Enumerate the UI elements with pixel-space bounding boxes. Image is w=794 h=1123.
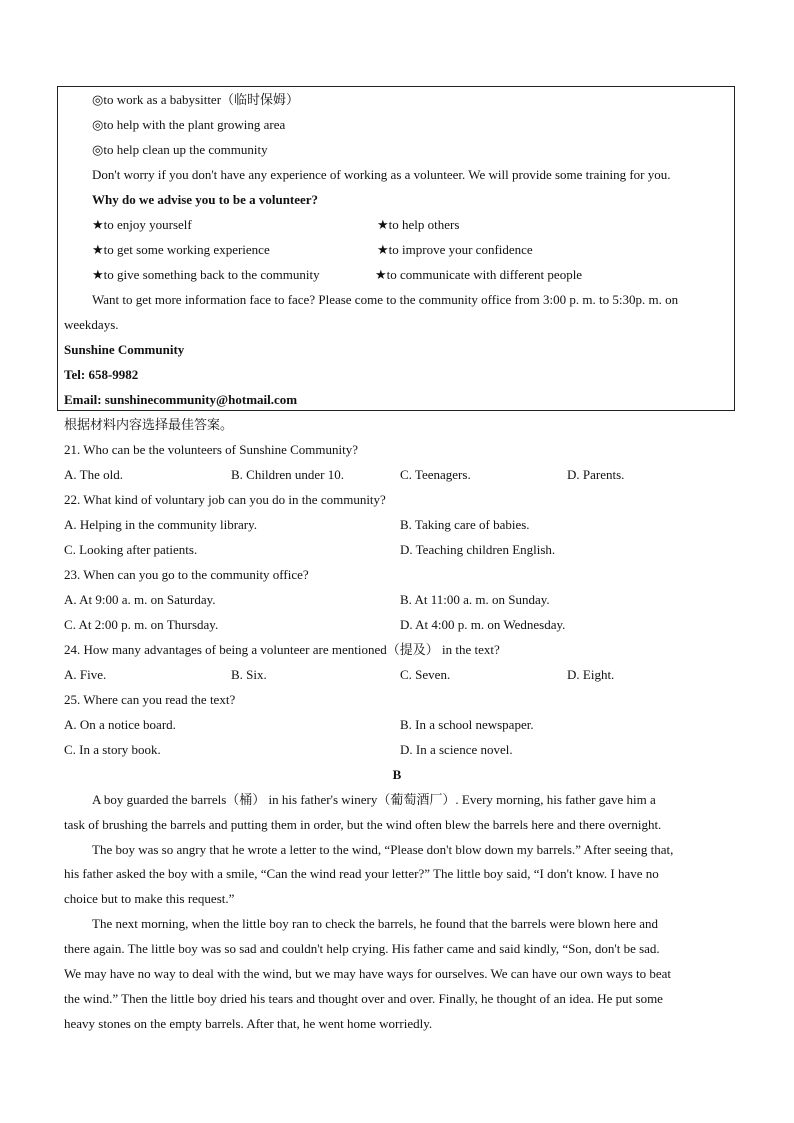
option: C. In a story book. bbox=[64, 742, 161, 757]
option: B. Six. bbox=[231, 667, 267, 682]
option: D. Parents. bbox=[567, 467, 625, 482]
option: D. Teaching children English. bbox=[400, 542, 556, 557]
job-item: ◎to work as a babysitter（临时保姆） bbox=[92, 92, 300, 107]
passage-line: The boy was so angry that he wrote a letter to the wind, “Please don't blow down my barrels.” After seeing that, bbox=[92, 842, 674, 857]
info-text-cont: weekdays. bbox=[64, 317, 119, 332]
passage-line: We may have no way to deal with the wind, but we may have ways for ourselves. We can have our own ways to beat bbox=[64, 966, 672, 981]
reason-item: ★to get some working experience bbox=[92, 242, 270, 257]
question-24: 24. How many advantages of being a volunteer are mentioned（提及） in the text? bbox=[64, 642, 500, 657]
reason-item: ★to communicate with different people bbox=[375, 267, 583, 282]
option: A. The old. bbox=[64, 467, 123, 482]
passage-line: choice but to make this request.” bbox=[64, 891, 235, 906]
question-25: 25. Where can you read the text? bbox=[64, 692, 236, 707]
passage-line: heavy stones on the empty barrels. After that, he went home worriedly. bbox=[64, 1016, 433, 1031]
telephone: Tel: 658-9982 bbox=[64, 367, 139, 382]
option: A. Five. bbox=[64, 667, 107, 682]
reason-item: ★to enjoy yourself bbox=[92, 217, 192, 232]
passage-line: his father asked the boy with a smile, “Can the wind read your letter?” The little boy said, “I don't know. I have no bbox=[64, 866, 659, 881]
question-21: 21. Who can be the volunteers of Sunshine Community? bbox=[64, 442, 359, 457]
option: D. In a science novel. bbox=[400, 742, 513, 757]
option: C. Looking after patients. bbox=[64, 542, 198, 557]
question-23: 23. When can you go to the community office? bbox=[64, 567, 309, 582]
option: D. At 4:00 p. m. on Wednesday. bbox=[400, 617, 566, 632]
passage-line: The next morning, when the little boy ran to check the barrels, he found that the barrels were blown here and bbox=[92, 916, 659, 931]
why-heading: Why do we advise you to be a volunteer? bbox=[92, 192, 319, 207]
option: C. Seven. bbox=[400, 667, 451, 682]
option: B. In a school newspaper. bbox=[400, 717, 534, 732]
option: B. Taking care of babies. bbox=[400, 517, 530, 532]
passage-line: task of brushing the barrels and putting them in order, but the wind often blew the barrels here and there overnight. bbox=[64, 817, 662, 832]
info-text: Want to get more information face to face? Please come to the community office from 3:00 p. m. to 5:30p. m. on bbox=[92, 292, 679, 307]
option: B. Children under 10. bbox=[231, 467, 345, 482]
email: Email: sunshinecommunity@hotmail.com bbox=[64, 392, 298, 407]
option: D. Eight. bbox=[567, 667, 615, 682]
passage-line: the wind.” Then the little boy dried his tears and thought over and over. Finally, he thought of an idea. He put some bbox=[64, 991, 663, 1006]
option: A. Helping in the community library. bbox=[64, 517, 258, 532]
option: C. At 2:00 p. m. on Thursday. bbox=[64, 617, 219, 632]
org-name: Sunshine Community bbox=[64, 342, 185, 357]
worry-text: Don't worry if you don't have any experience of working as a volunteer. We will provide some training for you. bbox=[92, 167, 671, 182]
question-22: 22. What kind of voluntary job can you do in the community? bbox=[64, 492, 386, 507]
instruction: 根据材料内容选择最佳答案。 bbox=[64, 417, 234, 432]
option: A. At 9:00 a. m. on Saturday. bbox=[64, 592, 216, 607]
option: C. Teenagers. bbox=[400, 467, 471, 482]
job-item: ◎to help with the plant growing area bbox=[92, 117, 286, 132]
passage-line: A boy guarded the barrels（桶） in his father's winery（葡萄酒厂）. Every morning, his father gave him a bbox=[92, 792, 656, 807]
passage-line: there again. The little boy was so sad and couldn't help crying. His father came and said kindly, “Son, don't be sad. bbox=[64, 941, 660, 956]
option: B. At 11:00 a. m. on Sunday. bbox=[400, 592, 550, 607]
option: A. On a notice board. bbox=[64, 717, 176, 732]
reason-item: ★to help others bbox=[377, 217, 460, 232]
job-item: ◎to help clean up the community bbox=[92, 142, 268, 157]
reason-item: ★to improve your confidence bbox=[377, 242, 533, 257]
reason-item: ★to give something back to the community bbox=[92, 267, 320, 282]
section-title: B bbox=[392, 767, 402, 782]
